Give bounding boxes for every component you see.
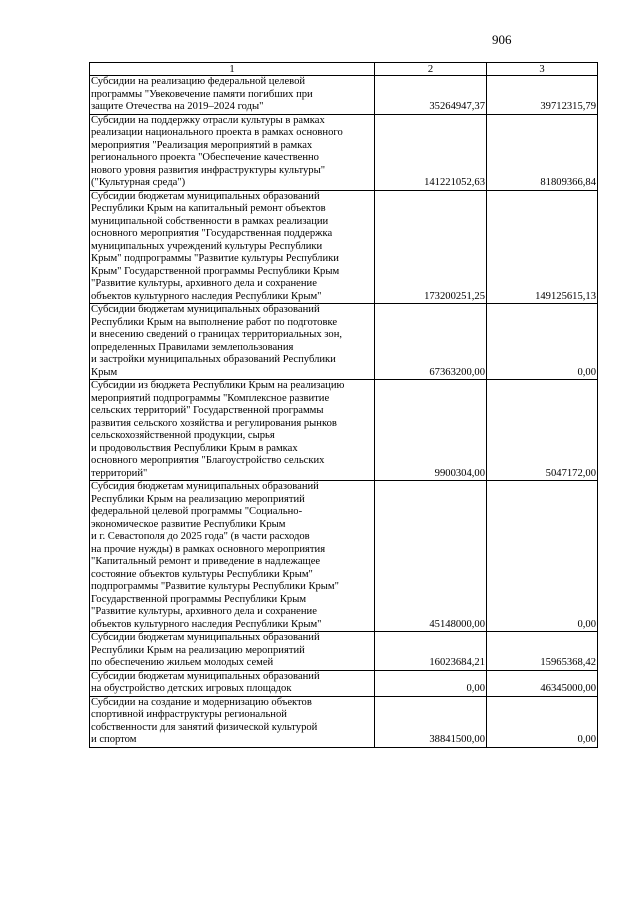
row-value-col2: 9900304,00 [375, 380, 487, 481]
row-description: Субсидии бюджетам муниципальных образований Республики Крым на реализацию мероприятий по обеспечению жильем молодых семей [90, 632, 375, 671]
budget-table [89, 62, 598, 748]
row-value-col3: 0,00 [487, 304, 598, 380]
row-value-col3: 15965368,42 [487, 632, 598, 671]
row-value-col3: 46345000,00 [487, 670, 598, 696]
table-row [90, 190, 598, 304]
row-description: Субсидии на поддержку отрасли культуры в рамках реализации национального проекта в рамках основного мероприятия "Реализация мероприятий в рамках регионального проекта "Обеспечение качественно нового уровня развития инфраструктуры культуры" ("Культурная среда") [90, 114, 375, 190]
row-description: Субсидии на создание и модернизацию объектов спортивной инфраструктуры региональной собственности для занятий физической культурой и спортом [90, 696, 375, 747]
row-description: Субсидии бюджетам муниципальных образований Республики Крым на выполнение работ по подготовке и внесению сведений о границах территориальных зон, определенных Правилами землепользования и застройки муниципальных образований Республики Крым [90, 304, 375, 380]
row-description: Субсидии бюджетам муниципальных образований на обустройство детских игровых площадок [90, 670, 375, 696]
row-description: Субсидии из бюджета Республики Крым на реализацию мероприятий подпрограммы "Комплексное развитие сельских территорий" Государственной программы развития сельского хозяйства и регулирования рынков сельскохозяйственной продукции, сырья и продовольствия Республики Крым в рамках основного мероприятия "Благоустройство сельских территорий" [90, 380, 375, 481]
row-value-col2: 141221052,63 [375, 114, 487, 190]
row-value-col2: 173200251,25 [375, 190, 487, 304]
table-row [90, 632, 598, 671]
row-value-col3: 0,00 [487, 696, 598, 747]
row-description: Субсидии на реализацию федеральной целевой программы "Увековечение памяти погибших при защите Отечества на 2019–2024 годы" [90, 76, 375, 115]
page-number: 906 [492, 32, 512, 47]
table-row [90, 380, 598, 481]
row-value-col2: 38841500,00 [375, 696, 487, 747]
table-header-row [90, 63, 598, 76]
column-header-3: 3 [487, 63, 598, 76]
table-row [90, 481, 598, 632]
table-row [90, 76, 598, 115]
table-row [90, 696, 598, 747]
row-value-col3: 39712315,79 [487, 76, 598, 115]
table-row [90, 304, 598, 380]
row-value-col2: 16023684,21 [375, 632, 487, 671]
row-value-col2: 0,00 [375, 670, 487, 696]
row-description: Субсидии бюджетам муниципальных образований Республики Крым на капитальный ремонт объектов муниципальной собственности в рамках реализации основного мероприятия "Государственная поддержка муниципальных учреждений культуры Республики Крым" подпрограммы "Развитие культуры Республики Крым" Государственной программы Республики Крым "Развитие культуры, архивного дела и сохранение объектов культурного наследия Республики Крым" [90, 190, 375, 304]
row-value-col3: 5047172,00 [487, 380, 598, 481]
column-header-2: 2 [375, 63, 487, 76]
row-description: Субсидия бюджетам муниципальных образований Республики Крым на реализацию мероприятий федеральной целевой программы "Социально- экономическое развитие Республики Крым и г. Севастополя до 2025 года" (в части расходов на прочие нужды) в рамках основного мероприятия "Капитальный ремонт и приведение в надлежащее состояние объектов культуры Республики Крым" подпрограммы "Развитие культуры Республики Крым" Государственной программы Республики Крым "Развитие культуры, архивного дела и сохранение объектов культурного наследия Республики Крым" [90, 481, 375, 632]
row-value-col2: 67363200,00 [375, 304, 487, 380]
row-value-col2: 35264947,37 [375, 76, 487, 115]
row-value-col3: 149125615,13 [487, 190, 598, 304]
table-row [90, 670, 598, 696]
column-header-1: 1 [90, 63, 375, 76]
row-value-col3: 0,00 [487, 481, 598, 632]
row-value-col2: 45148000,00 [375, 481, 487, 632]
row-value-col3: 81809366,84 [487, 114, 598, 190]
table-row [90, 114, 598, 190]
